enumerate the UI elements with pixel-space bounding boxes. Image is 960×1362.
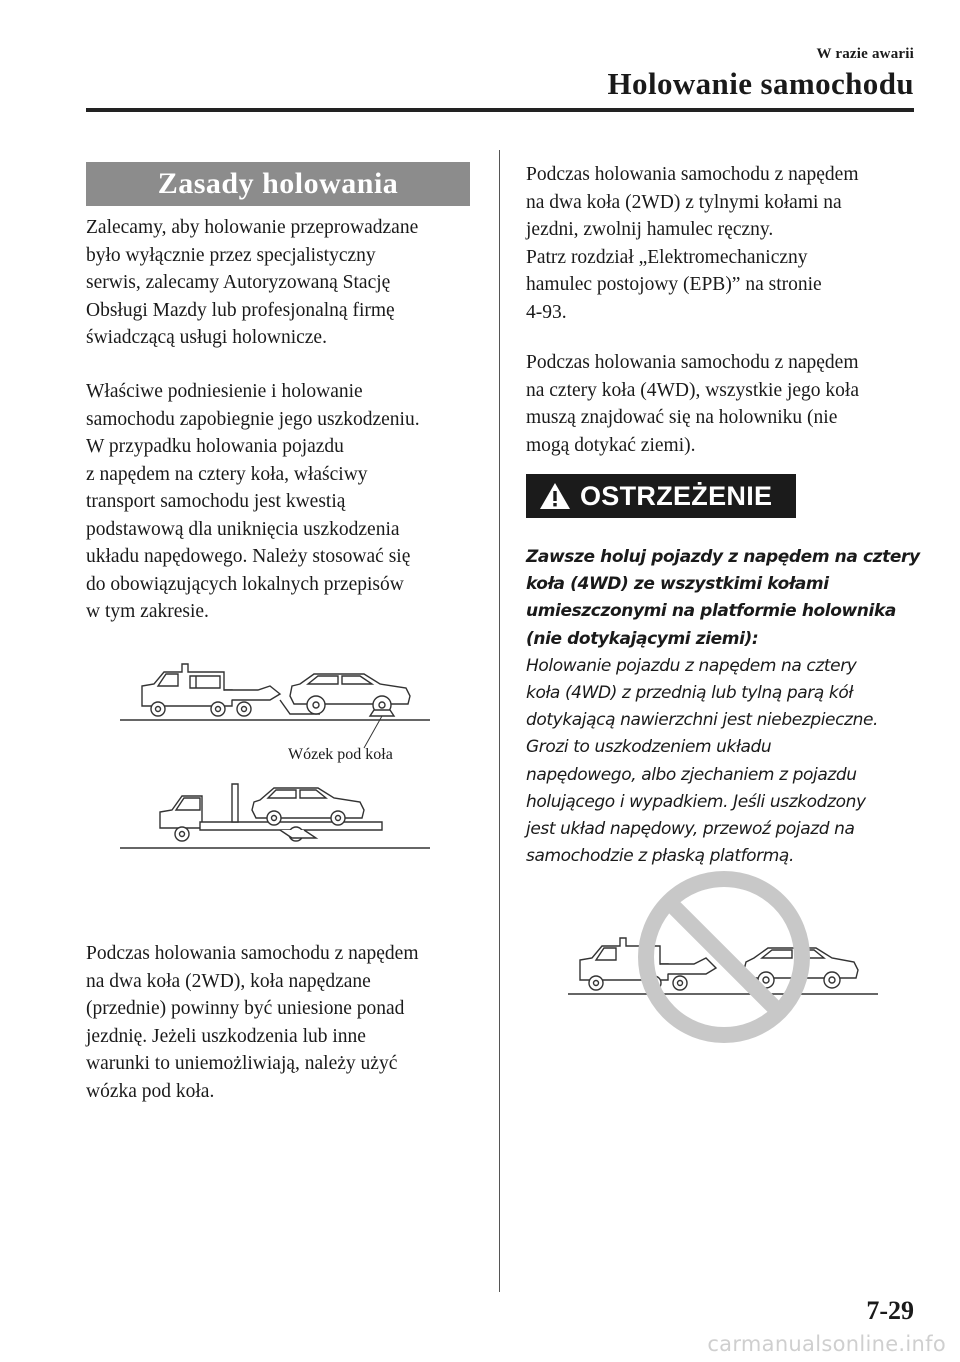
tow-truck-dolly-illustration: [120, 660, 430, 722]
section-heading: Zasady holowania: [86, 162, 470, 206]
watermark: carmanualsonline.info: [707, 1332, 946, 1356]
intro-paragraph: Zalecamy, aby holowanie przeprowadzane było wyłącznie przez specjalistyczny serwis, zalecamy Autoryzowaną Stację Obsługi Mazdy lub profesjonalną firmę świadczącą usługi holownicze.: [86, 217, 419, 348]
header-rule: [86, 108, 914, 112]
four-wheel-drive-paragraph: Podczas holowania samochodu z napędem na cztery koła (4WD), wszystkie jego koła muszą znajdować się na holowniku (nie mogą dotykać ziemi).: [526, 352, 860, 456]
column-divider: [499, 150, 500, 1292]
proper-towing-paragraph: Właściwe podniesienie i holowanie samochodu zapobiegnie jego uszkodzeniu. W przypadku holowania pojazdu z napędem na cztery koła, właściwy transport samochodu jest kwestią podstawową dla uniknięcia uszkodzenia układu napędowego. Należy stosować się do obowiązujących lokalnych przepisów w tym zakresie.: [86, 381, 420, 622]
two-wheel-drive-paragraph: Podczas holowania samochodu z napędem na dwa koła (2WD), koła napędzane (przednie) powinny być uniesione ponad jezdnię. Jeżeli uszkodzenia lub inne warunki to uniemożliwiają, należy użyć wózka pod koła.: [86, 943, 419, 1102]
page-title: Holowanie samochodu: [607, 66, 914, 101]
warning-triangle-icon: [538, 481, 572, 511]
chapter-label: W razie awarii: [816, 46, 914, 62]
warning-bold-text: Zawsze holuj pojazdy z napędem na cztery koła (4WD) ze wszystkimi kołami umieszczonymi na platformie holownika (nie dotykającymi ziemi):: [526, 547, 920, 649]
page-number: 7-29: [866, 1296, 914, 1325]
warning-label: OSTRZEŻENIE: [580, 480, 773, 511]
prohibited-towing-illustration: [560, 870, 880, 1040]
warning-body-text: Holowanie pojazdu z napędem na cztery koła (4WD) z przednią lub tylną parą kół dotykającą nawierzchni jest niebezpieczne. Grozi to uszkodzeniem układu napędowego, albo zjechaniem z pojazdu holującego i wypadkiem. Jeśli uszkodzony jest układ napędowy, przewoź pojazd na samochodzie z płaską platformą.: [526, 655, 879, 867]
flatbed-truck-illustration: [120, 778, 430, 850]
rear-wheels-paragraph: Podczas holowania samochodu z napędem na dwa koła (2WD) z tylnymi kołami na jezdni, zwolnij hamulec ręczny. Patrz rozdział „Elektromechaniczny hamulec postojowy (EPB)” na stronie 4-93.: [526, 164, 859, 323]
warning-text: [526, 544, 926, 870]
warning-banner: [526, 474, 796, 518]
wheel-dolly-label: Wózek pod koła: [288, 746, 393, 763]
